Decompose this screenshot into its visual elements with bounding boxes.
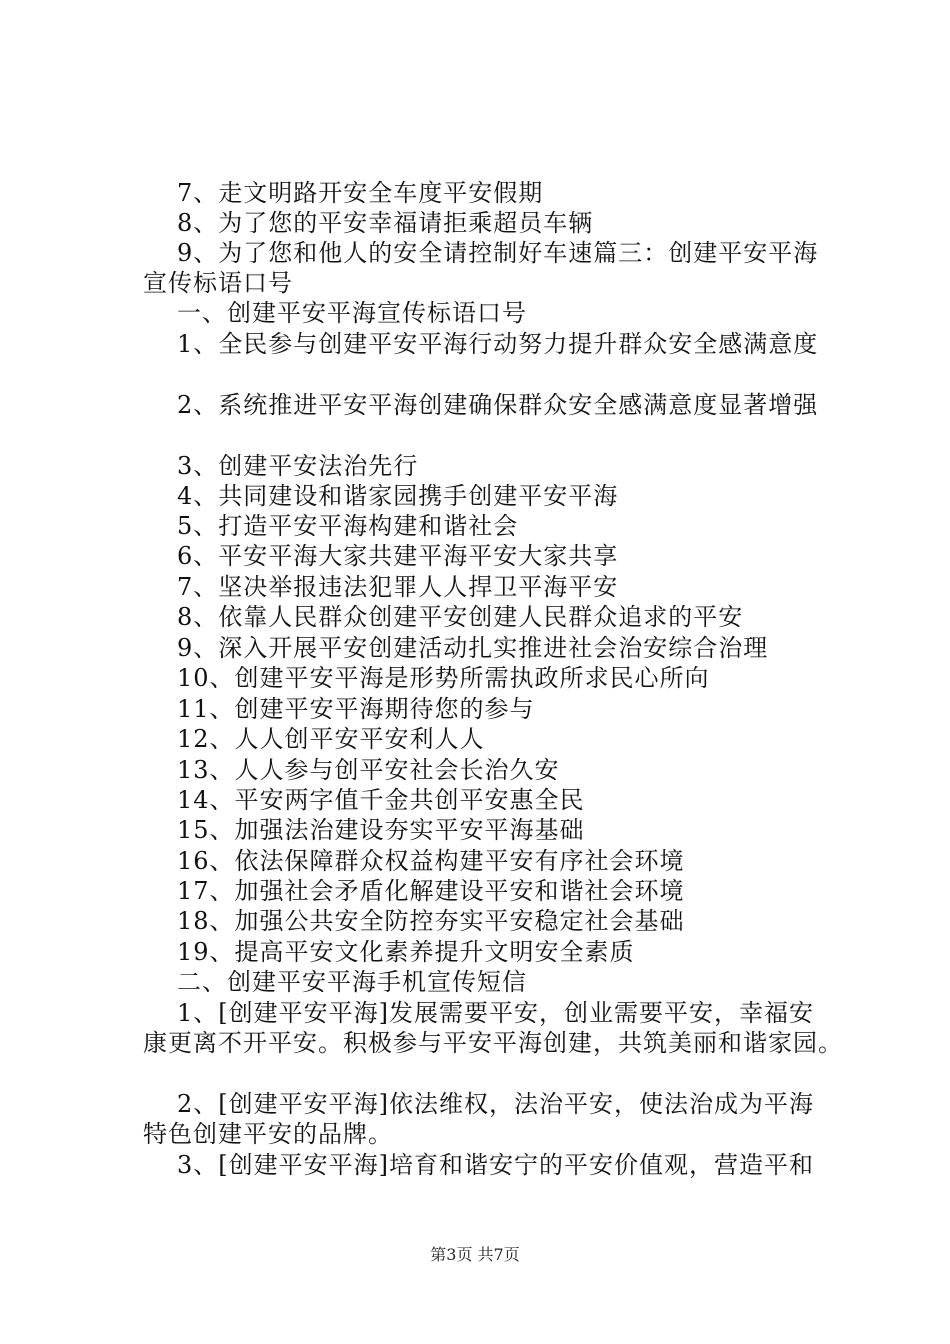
text-line-26: 1、[创建平安平海]发展需要平安，创业需要平安，幸福安: [177, 999, 814, 1027]
text-line-24: 19、提高平安文化素养提升文明安全素质: [177, 938, 635, 966]
text-line-14: 9、深入开展平安创建活动扎实推进社会治安综合治理: [177, 634, 769, 662]
text-line-8: 3、创建平安法治先行: [177, 452, 419, 480]
text-line-1: 7、走文明路开安全车度平安假期: [177, 179, 544, 207]
text-line-20: 15、加强法治建设夯实平安平海基础: [177, 816, 585, 844]
text-line-27: 康更离不开平安。积极参与平安平海创建，共筑美丽和谐家园。: [143, 1029, 843, 1057]
text-line-10: 5、打造平安平海构建和谐社会: [177, 512, 519, 540]
text-line-23: 18、加强公共安全防控夯实平安稳定社会基础: [177, 907, 685, 935]
text-line-17: 12、人人创平安平安利人人: [177, 725, 485, 753]
text-line-30: 3、[创建平安平海]培育和谐安宁的平安价值观，营造平和: [177, 1151, 814, 1179]
text-line-18: 13、人人参与创平安社会长治久安: [177, 756, 560, 784]
text-line-6: 1、全民参与创建平安平海行动努力提升群众安全感满意度: [177, 330, 819, 358]
text-line-7: 2、系统推进平安平海创建确保群众安全感满意度显著增强: [177, 391, 819, 419]
page-footer: 第3页 共7页: [430, 1245, 520, 1264]
text-line-22: 17、加强社会矛盾化解建设平安和谐社会环境: [177, 877, 685, 905]
text-line-15: 10、创建平安平海是形势所需执政所求民心所向: [177, 664, 710, 692]
text-line-21: 16、依法保障群众权益构建平安有序社会环境: [177, 847, 685, 875]
text-line-12: 7、坚决举报违法犯罪人人捍卫平海平安: [177, 573, 619, 601]
text-line-3: 9、为了您和他人的安全请控制好车速篇三：创建平安平海: [177, 239, 819, 267]
text-line-9: 4、共同建设和谐家园携手创建平安平海: [177, 482, 619, 510]
text-line-28: 2、[创建平安平海]依法维权，法治平安，使法治成为平海: [177, 1090, 814, 1118]
text-line-16: 11、创建平安平海期待您的参与: [177, 695, 535, 723]
text-line-5: 一、创建平安平海宣传标语口号: [177, 299, 527, 327]
text-line-19: 14、平安两字值千金共创平安惠全民: [177, 786, 585, 814]
text-line-2: 8、为了您的平安幸福请拒乘超员车辆: [177, 209, 594, 237]
text-line-4: 宣传标语口号: [143, 269, 293, 297]
text-line-11: 6、平安平海大家共建平海平安大家共享: [177, 542, 619, 570]
text-line-13: 8、依靠人民群众创建平安创建人民群众追求的平安: [177, 603, 744, 631]
text-line-29: 特色创建平安的品牌。: [143, 1120, 393, 1148]
text-line-25: 二、创建平安平海手机宣传短信: [177, 968, 527, 996]
